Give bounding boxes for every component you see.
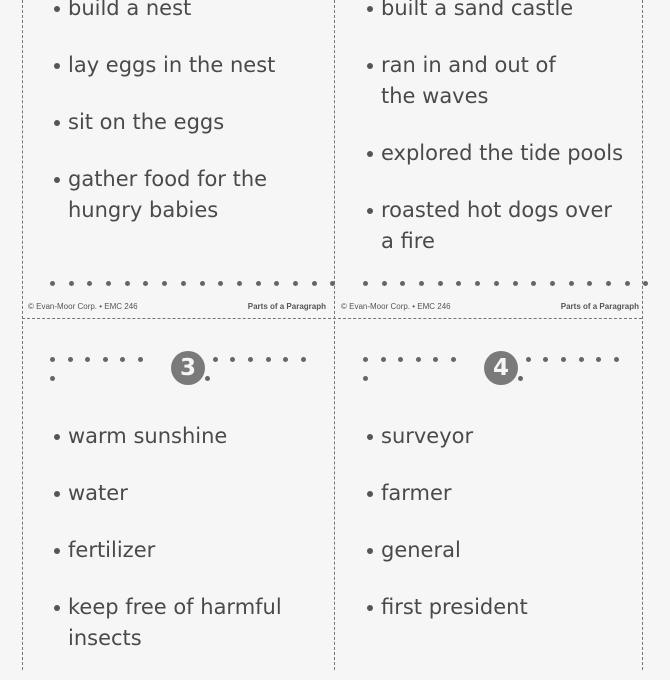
- bullet-icon: [367, 605, 373, 611]
- card-3: [22, 320, 334, 670]
- dot-divider-left: [363, 349, 484, 387]
- bullet-icon: [367, 548, 373, 554]
- list-item-text: surveyor: [381, 424, 474, 448]
- card-number-row: [50, 350, 334, 386]
- list-item-text: build a nest: [68, 0, 192, 20]
- list-item: [52, 592, 308, 654]
- cut-line-horizontal: [22, 318, 642, 319]
- list-item-text: roasted hot dogs over a fire: [381, 198, 613, 253]
- list-item-text: built a sand castle: [381, 0, 574, 20]
- list-item-text: gather food for the hungry babies: [68, 167, 268, 222]
- list-item-text: water: [68, 481, 128, 505]
- list-item-text: farmer: [381, 481, 452, 505]
- list-item: [52, 0, 324, 24]
- list-item: [52, 478, 324, 509]
- bullet-icon: [367, 434, 373, 440]
- dot-divider: [363, 281, 662, 289]
- list-item: [365, 535, 637, 566]
- card-2-list: [365, 0, 637, 283]
- list-item-text: lay eggs in the nest: [68, 53, 276, 77]
- list-item-text: warm sunshine: [68, 424, 228, 448]
- card-1: [22, 0, 334, 315]
- list-item-text: sit on the eggs: [68, 110, 225, 134]
- card-number-row: [363, 350, 647, 386]
- list-item: [365, 421, 637, 452]
- bullet-icon: [54, 177, 60, 183]
- dot-divider: [50, 281, 349, 289]
- bullet-icon: [54, 491, 60, 497]
- card-number-badge: 4: [484, 351, 517, 385]
- card-3-list: [52, 421, 324, 680]
- card-footer: [28, 302, 326, 311]
- bullet-icon: [54, 6, 60, 12]
- list-item-text: ran in and out of the waves: [381, 53, 556, 108]
- list-item: [365, 138, 637, 169]
- list-item: [52, 421, 324, 452]
- bullet-icon: [54, 605, 60, 611]
- copyright-text: © Evan-Moor Corp. • EMC 246: [28, 302, 138, 311]
- dot-divider-left: [50, 349, 171, 387]
- bullet-icon: [54, 548, 60, 554]
- bullet-icon: [367, 63, 373, 69]
- bullet-icon: [367, 151, 373, 157]
- list-item-text: explored the tide pools: [381, 141, 624, 165]
- list-item: [52, 50, 324, 81]
- list-item: [365, 592, 637, 623]
- bullet-icon: [54, 63, 60, 69]
- list-item: [52, 164, 283, 226]
- list-item-text: general: [381, 538, 461, 562]
- card-2: [335, 0, 647, 315]
- list-item: [365, 195, 621, 257]
- bullet-icon: [54, 120, 60, 126]
- list-item: [52, 107, 324, 138]
- bullet-icon: [367, 208, 373, 214]
- copyright-text: © Evan-Moor Corp. • EMC 246: [341, 302, 451, 311]
- list-item: [365, 50, 566, 112]
- list-item-text: keep free of harmful insects: [68, 595, 282, 650]
- series-title: Parts of a Paragraph: [247, 302, 326, 311]
- card-4: [335, 320, 647, 670]
- card-1-list: [52, 0, 324, 252]
- card-4-list: [365, 421, 637, 649]
- bullet-icon: [367, 491, 373, 497]
- list-item: [365, 0, 637, 24]
- dot-divider-right: [205, 349, 334, 387]
- list-item: [365, 478, 637, 509]
- dot-divider-right: [518, 349, 647, 387]
- series-title: Parts of a Paragraph: [560, 302, 639, 311]
- bullet-icon: [367, 6, 373, 12]
- list-item-text: fertilizer: [68, 538, 156, 562]
- card-footer: [341, 302, 639, 311]
- card-number-badge: 3: [171, 351, 204, 385]
- list-item-text: first president: [381, 595, 528, 619]
- list-item: [52, 535, 324, 566]
- bullet-icon: [54, 434, 60, 440]
